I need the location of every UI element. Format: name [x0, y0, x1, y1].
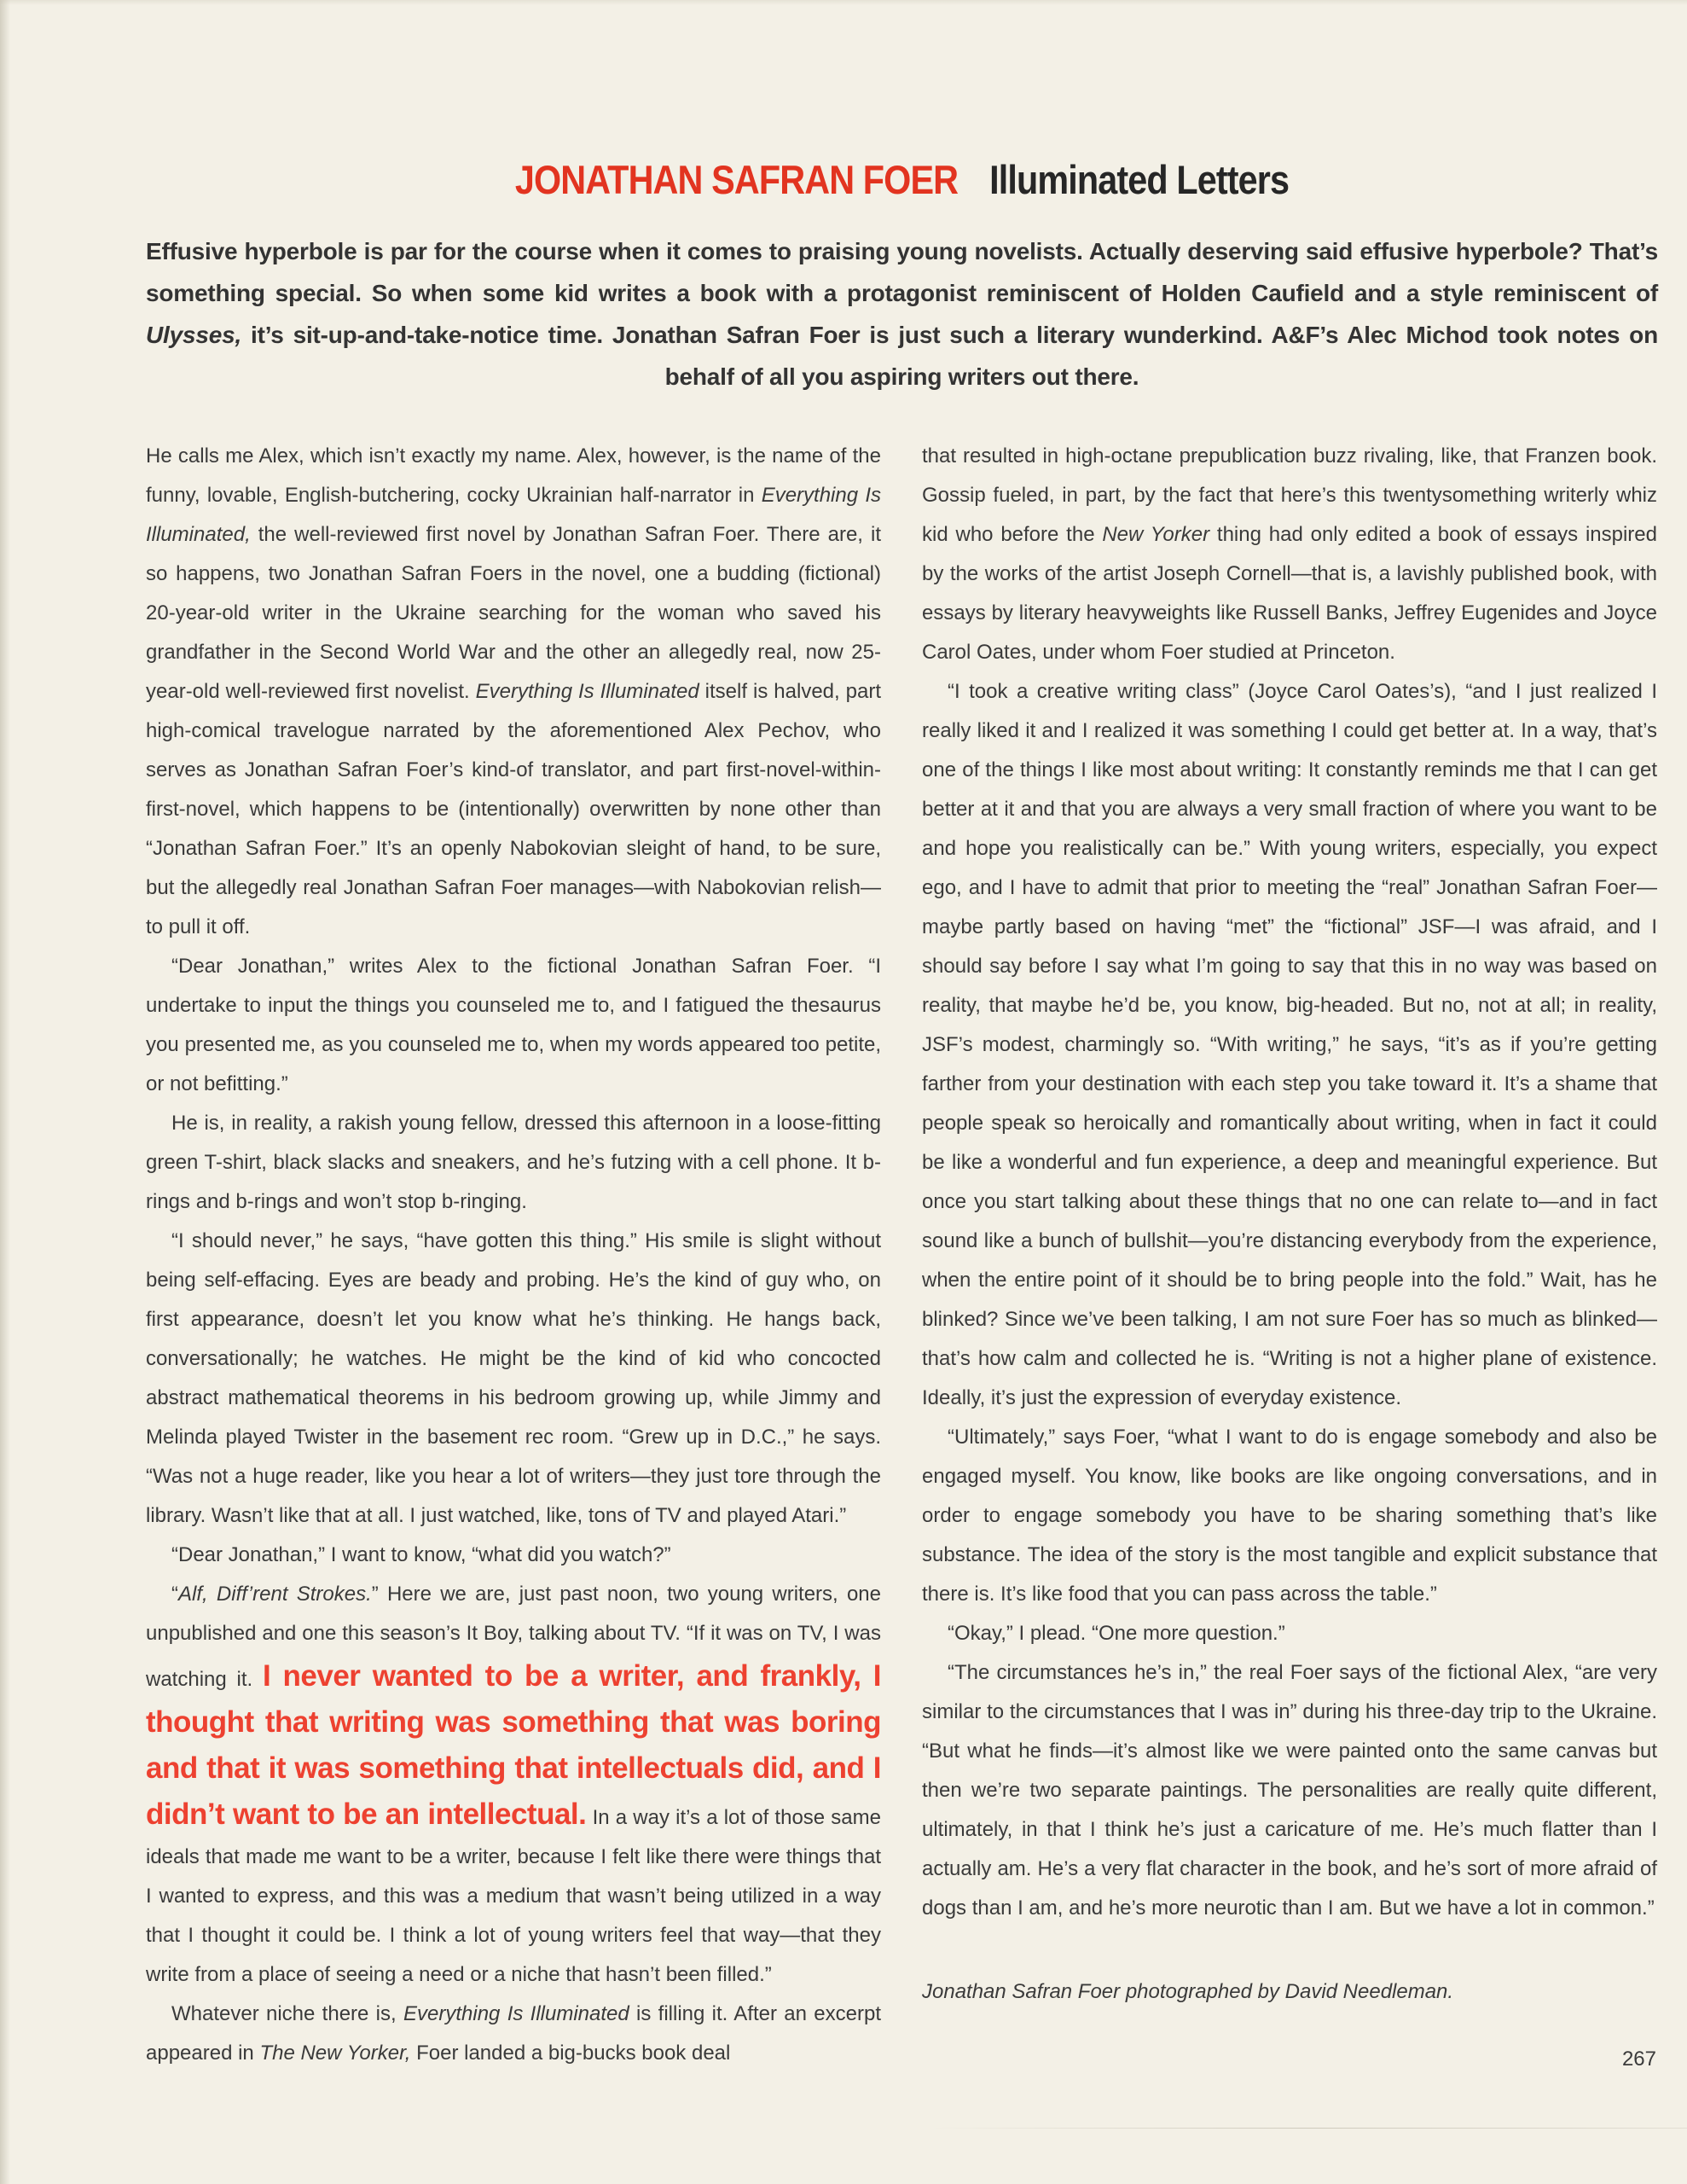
pull-quote-text: I never wanted to be a writer, and frankly, I thought that writing was something that was boring and that it was something that intellectuals did, and I didn’t want to be an intellectual. [146, 1659, 881, 1831]
paragraph [922, 1614, 1657, 1653]
text-run: Effusive hyperbole is par for the course when it comes to praising young novelists. Actually deserving said effusive hyperbole? That’s something special. So when some kid writes a book with a protagonist reminiscent of Holden Caufield and a style reminiscent of [146, 238, 1658, 306]
text-run: Whatever niche there is, [171, 2002, 403, 2025]
italic-text-run: Everything Is Illuminated [475, 680, 699, 703]
page-number: 267 [1621, 2048, 1656, 2071]
paragraph [922, 437, 1657, 672]
scan-bottom-line [930, 2128, 1687, 2129]
text-run: “Dear Jonathan,” writes Alex to the fictional Jonathan Safran Foer. “I undertake to input the things you counseled me to, and I fatigued the thesaurus you presented me, as you counseled me to, when my words appeared too petite, or not befitting.” [146, 955, 881, 1095]
paragraph [146, 1575, 881, 1995]
paragraph [922, 1418, 1657, 1614]
text-run: “Ultimately,” says Foer, “what I want to do is engage somebody and also be engaged myself. You know, like books are like ongoing conversations, and in order to engage somebody you have to be sharing something that’s like substance. The idea of the story is the most tangible and explicit substance that there is. It’s like food that you can pass across the table.” [922, 1426, 1657, 1606]
text-run: is filling it. After an excerpt appeared in [146, 2002, 881, 2065]
paragraph [922, 672, 1657, 1418]
paragraph [146, 1222, 881, 1536]
italic-text-run: Alf, Diff’rent Strokes. [178, 1583, 372, 1606]
article-body [146, 437, 1658, 2073]
paragraph [146, 437, 881, 947]
text-run: the well-reviewed first novel by Jonathan Safran Foer. There are, it so happens, two Jonathan Safran Foers in the novel, one a budding (fictional) 20-year-old writer in the Ukraine searching for the woman who saved his grandfather in the Second World War and the other an allegedly real, now 25-year-old well-reviewed first novelist. [146, 523, 881, 703]
intro-paragraph [146, 230, 1658, 398]
text-run: “I took a creative writing class” (Joyce Carol Oates’s), “and I just realized I really liked it and I realized it was something I could get better at. In a way, that’s one of the things I like most about writing: It constantly reminds me that I can get better at it and that you are always a very small fraction of where you want to be and hope you realistically can be.” With young writers, especially, you expect ego, and I have to admit that prior to meeting the “real” Jonathan Safran Foer—maybe partly based on having “met” the “fictional” JSF—I was afraid, and I should say before I say what I’m going to say that this in no way was based on reality, that maybe he’d be, you know, big-headed. But no, not at all; in reality, JSF’s modest, charmingly so. “With writing,” he says, “it’s as if you’re getting farther from your destination with each step you take toward it. It’s a shame that people speak so heroically and romantically about writing, when in fact it could be like a wonderful and fun experience, a deep and meaningful experience. But once you start talking about these things that no one can relate to—and in fact sound like a bunch of bullshit—you’re distancing everybody from the experience, when the entire point of it should be to bring people into the fold.” Wait, has he blinked? Since we’ve been talking, I am not sure Foer has so much as blinked—that’s how calm and collected he is. “Writing is not a higher plane of existence. Ideally, it’s just the expression of everyday existence. [922, 680, 1657, 1409]
right-column-text [922, 437, 1657, 1928]
paragraph [922, 1653, 1657, 1928]
italic-text-run: Ulysses, [146, 322, 242, 348]
paragraph [146, 947, 881, 1104]
italic-text-run: Everything Is Illuminated [403, 2002, 629, 2025]
left-column [146, 437, 881, 2073]
photo-credit-caption [922, 1972, 1657, 2012]
article-title [236, 156, 1567, 203]
paragraph [146, 1536, 881, 1575]
text-run: In a way it’s a lot of those same ideals that made me want to be a writer, because I felt like there were things that I wanted to express, and this was a medium that wasn’t being utilized in a way that I thought it could be. I think a lot of young writers feel that way—that they write from a place of seeing a need or a niche that hasn’t been filled.” [146, 1806, 881, 1986]
scan-left-edge [0, 0, 10, 2184]
text-run: Foer landed a big-bucks book deal [410, 2042, 731, 2065]
text-run: that resulted in high-octane prepublication buzz rivaling, like, that Franzen book. Gossip fueled, in part, by the fact that here’s this twentysomething writerly whiz kid who before the [922, 444, 1657, 546]
text-run: “The circumstances he’s in,” the real Foer says of the fictional Alex, “are very similar to the circumstances that I was in” during his three-day trip to the Ukraine. “But what he finds—it’s almost like we were painted onto the same canvas but then we’re two separate paintings. The personalities are really quite different, ultimately, in that I think he’s just a caricature of me. He’s much flatter than I actually am. He’s a very flat character in the book, and he’s sort of more afraid of dogs than I am, and he’s more neurotic than I am. But we have a lot in common.” [922, 1661, 1657, 1920]
italic-text-run: Everything Is Illuminated, [146, 484, 881, 546]
right-column [922, 437, 1657, 2073]
text-run: “Okay,” I plead. “One more question.” [948, 1622, 1285, 1645]
text-run: “I should never,” he says, “have gotten this thing.” His smile is slight without being self-effacing. Eyes are beady and probing. He’s the kind of guy who, on first appearance, doesn’t let you know what he’s thinking. He hangs back, conversationally; he watches. He might be the kind of kid who concocted abstract mathematical theorems in his bedroom growing up, while Jimmy and Melinda played Twister in the basement rec room. “Grew up in D.C.,” he says. “Was not a huge reader, like you hear a lot of writers—they just tore through the library. Wasn’t like that at all. I just watched, like, tons of TV and played Atari.” [146, 1229, 881, 1527]
text-run: He is, in reality, a rakish young fellow, dressed this afternoon in a loose-fitting green T-shirt, black slacks and sneakers, and he’s futzing with a cell phone. It b-rings and b-rings and won’t stop b-ringing. [146, 1112, 881, 1213]
text-run: He calls me Alex, which isn’t exactly my name. Alex, however, is the name of the funny, lovable, English-butchering, cocky Ukrainian half-narrator in [146, 444, 881, 507]
text-run: thing had only edited a book of essays inspired by the works of the artist Joseph Cornell—that is, a lavishly published book, with essays by literary heavyweights like Russell Banks, Jeffrey Eugenides and Joyce Carol Oates, under whom Foer studied at Princeton. [922, 523, 1657, 664]
text-run: ” Here we are, just past noon, two young writers, one unpublished and one this season’s It Boy, talking about TV. “If it was on TV, I was watching it. [146, 1583, 881, 1691]
article-content [146, 0, 1658, 2073]
author-name-heading: JONATHAN SAFRAN FOER [514, 157, 959, 202]
text-run: “ [171, 1583, 178, 1606]
italic-text-run: Jonathan Safran Foer photographed by David Needleman. [922, 1980, 1454, 2003]
text-run: itself is halved, part high-comical travelogue narrated by the aforementioned Alex Pechov, who serves as Jonathan Safran Foer’s kind-of translator, and part first-novel-within-first-novel, which happens to be (intentionally) overwritten by none other than “Jonathan Safran Foer.” It’s an openly Nabokovian sleight of hand, to be sure, but the allegedly real Jonathan Safran Foer manages—with Nabokovian relish—to pull it off. [146, 680, 881, 938]
article-name-heading: Illuminated Letters [989, 157, 1290, 202]
text-run: it’s sit-up-and-take-notice time. Jonathan Safran Foer is just such a literary wunderkind. A&F’s Alec Michod took notes on behalf of all you aspiring writers out there. [241, 322, 1658, 390]
text-run: “Dear Jonathan,” I want to know, “what did you watch?” [171, 1543, 671, 1566]
italic-text-run: New Yorker [1102, 523, 1210, 546]
paragraph [146, 1995, 881, 2073]
paragraph [146, 1104, 881, 1222]
italic-text-run: The New Yorker, [259, 2042, 411, 2065]
